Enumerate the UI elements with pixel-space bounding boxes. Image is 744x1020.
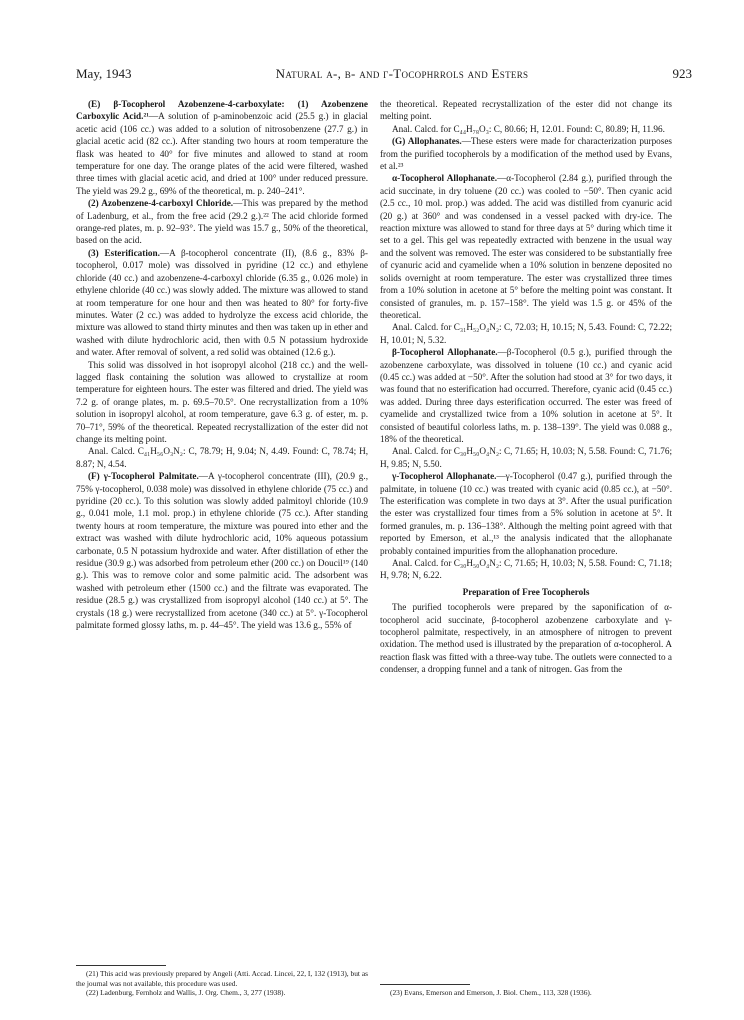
- analysis-line: Anal. Calcd. for C₃₀H₅₀O₄N₂: C, 71.65; H, 10.03; N, 5.58. Found: C, 71.76; H, 9.85; N, 5.50.: [380, 446, 672, 469]
- paragraph-continued: the theoretical. Repeated recrystallization of the ester did not change its melting point.: [380, 99, 672, 122]
- paragraph-text: —γ-Tocopherol (0.47 g.), purified through the palmitate, in toluene (10 cc.) was treated with cyanic acid (0.85 cc.), at −50°. The esterification was complete in two days at 3°. After the usual purification the ester was crystallized four times from a 5% solution in acetone at 5°. It formed granules, m. p. 136–138°. Although the melting point agreed with that reported by Emerson, et al.,¹³ the analysis indicated that the allophanate probably contained impurities from the allophanation procedure.: [380, 471, 672, 556]
- paragraph-text: —This was prepared by the method of Ladenburg, et al., from the free acid (29.2 g.).²² The acid chloride formed orange-red plates, m. p. 92–93°. The yield was 15.7 g., 50% of the theoretical, based on the acid.: [76, 198, 368, 246]
- left-column: [76, 98, 368, 998]
- analysis-line: Anal. Calcd. for C₃₁H₅₂O₄N₂: C, 72.03; H, 10.15; N, 5.43. Found: C, 72.22; H, 10.01; N, 5.32.: [380, 322, 672, 345]
- paragraph-text: —A solution of p-aminobenzoic acid (25.5 g.) in glacial acetic acid (106 cc.) was added to a solution of nitrosobenzene (27.7 g.) in glacial acetic acid (82 cc.). After standing two hours at room temperature the flask was heated to 40° for five minutes and allowed to stand at room temperature for one day. The orange plates of the acid were filtered, washed three times with glacial acetic acid, and dried at 100° under reduced pressure. The yield was 29.2 g., 69% of the theoretical, m. p. 240–241°.: [76, 111, 368, 196]
- analysis-line: Anal. Calcd. C₄₁H₅₆O₃N₂: C, 78.79; H, 9.04; N, 4.49. Found: C, 78.74; H, 8.87; N, 4.54.: [76, 446, 368, 469]
- header-title: Natural α-, β- and γ-Tocophrrols and Esters: [275, 66, 529, 81]
- right-column: [380, 98, 672, 998]
- paragraph-alpha-allophanate: [380, 172, 672, 321]
- paragraph-text: —A γ-tocopherol concentrate (III), (20.9 g., 75% γ-tocopherol, 0.038 mole) was dissolved in ethylene chloride (75 cc.) and pyridine (20 cc.). To this solution was slowly added palmitoyl chloride (10.9 g., 0.041 mole, 1.1 mol. prop.) in ethylene chloride (75 cc.). After standing twenty hours at room temperature, the mixture was poured into ether and the extract was washed with dilute hydrochloric acid, 10% aqueous potassium carbonate, 0.5 N potassium hydroxide and water. After distillation of ether the residue (30.9 g.) was adsorbed from petroleum ether (200 cc.) on Doucil¹⁹ (140 g.). This was to remove color and some palmitic acid. The adsorbent was washed with petroleum ether (1500 cc.) and the filtrate was evaporated. The residue (28.5 g.) was crystallized from isopropyl alcohol (140 cc.) at 5°. The crystals (18 g.) were recrystallized from acetone (340 cc.) at 5°. γ-Tocopherol palmitate formed glossy laths, m. p. 44–45°. The yield was 13.6 g., 55% of: [76, 471, 368, 631]
- paragraph-heading: (2) Azobenzene-4-carboxyl Chloride.: [88, 198, 234, 209]
- footnote-rule: [76, 965, 166, 966]
- paragraph-heading: α-Tocopherol Allophanate.: [392, 173, 498, 184]
- footnote-23: (23) Evans, Emerson and Emerson, J. Biol. Chem., 113, 328 (1936).: [390, 988, 592, 998]
- paragraph-esterification: [76, 247, 368, 359]
- paragraph-heading: (G) Allophanates.: [392, 136, 462, 147]
- paragraph-gamma-allophanate: [380, 470, 672, 557]
- paragraph-text: —α-Tocopherol (2.84 g.), purified through the acid succinate, in dry toluene (20 cc.) was cooled to −50°. Then cyanic acid (2.5 cc., 10 mol. prop.) was added. The acid was distilled from cyanuric acid (20 g.) at 360° and was condensed in a vessel packed with dry-ice. The reaction mixture was allowed to stand for three days at 5° during which time it set to a gel. This gel was repeatedly extracted with benzene in the usual way and the solvent was removed. The ester was considered to be substantially free of cyanuric acid and cyamelide when a 10% solution in benzene deposited no solids overnight at room temperature. The ester was crystallized three times from a 10% solution in acetone at 5° before the melting point was constant. It consisted of granules, m. p. 157–158°. The yield was 1.5 g. or 45% of the theoretical.: [380, 173, 672, 320]
- paragraph-text: —These esters were made for characterization purposes from the purified tocopherols by a modification of the method used by Evans, et al.²³: [380, 136, 672, 172]
- paragraph-beta-allophanate: [380, 346, 672, 445]
- footnote-21: (21) This acid was previously prepared by Angeli (Atti. Accad. Lincei, 22, I, 132 (1913), but as the journal was not available, this procedure was used.: [76, 969, 368, 988]
- analysis-line: Anal. Calcd. for C₄₄H₇₈O₃: C, 80.66; H, 12.01. Found: C, 80.89; H, 11.96.: [392, 123, 665, 134]
- paragraph-heading: (E) β-Tocopherol Azobenzene-4-carboxylate: (1) Azobenzene Carboxylic Acid.²¹: [76, 99, 368, 122]
- paragraph-text: —A β-tocopherol concentrate (II), (8.6 g., 83% β-tocopherol, 0.017 mole) was dissolved in pyridine (12 cc.) and ethylene chloride (40 cc.) and azobenzene-4-carboxyl chloride (6.35 g., 0.026 mole) in ethylene chloride (40 cc.) was slowly added. The mixture was allowed to stand at room temperature for one hour and then was heated to 80° for forty-five minutes. Water (2 cc.) was added to hydrolyze the excess acid chloride, the mixture was allowed to stand thirty minutes and then was taken up in ether and washed with dilute hydrochloric acid, then with 0.5 N potassium hydroxide and water. After removal of solvent, a red solid was obtained (12.6 g.).: [76, 247, 368, 358]
- paragraph-crystallization: This solid was dissolved in hot isopropyl alcohol (218 cc.) and the well-lagged flask containing the solution was allowed to crystallize at room temperature for eighteen hours. The ester was filtered and dried. The yield was 7.2 g. of orange plates, m. p. 69.5–70.5°. One recrystallization from a 10% solution in isopropyl alcohol, at room temperature, gave 6.3 g. of ester, m. p. 70–71°, 59% of the theoretical. Repeated recrystallization of the ester did not change its melting point.: [76, 359, 368, 444]
- paragraph-heading: γ-Tocopherol Allophanate.: [392, 471, 497, 482]
- paragraph-heading: β-Tocopherol Allophanate.: [392, 347, 498, 358]
- footnotes-left: [76, 960, 368, 998]
- section-heading: Preparation of Free Tocopherols: [462, 586, 590, 597]
- analysis-line: Anal. Calcd. for C₃₀H₅₀O₄N₂: C, 71.65; H, 10.03; N, 5.58. Found: C, 71.18; H, 9.78; N, 6.22.: [380, 558, 672, 581]
- paragraph-free-tocopherols: The purified tocopherols were prepared by the saponification of α-tocopherol acid succinate, β-tocopherol azobenzene carboxylate and γ-tocopherol palmitate, respectively, in an atmosphere of nitrogen to prevent oxidation. The method used is illustrated by the preparation of α-tocopherol. A reaction flask was fitted with a three-way tube. The outlets were connected to a condenser, a dropping funnel and a tank of nitrogen. Gas from the: [380, 602, 672, 675]
- paragraph-gamma-palmitate: [76, 470, 368, 631]
- paragraph-heading: (F) γ-Tocopherol Palmitate.: [88, 471, 199, 482]
- page-number: 923: [672, 66, 692, 81]
- paragraph-acid-chloride: [76, 197, 368, 247]
- paragraph-text: —β-Tocopherol (0.5 g.), purified through the azobenzene carboxylate, was dissolved in toluene (10 cc.) and cyanic acid (0.45 cc.) was added at −50°. After the solution had stood at 3° for two days, it was found that no esterification had occurred. Therefore, cyanic acid (0.45 cc.) was added. During three days esterification occurred. The ester was freed of cyamelide and crystallized twice from a 10% solution in acetone at 5°. It consisted of beautiful colorless laths, m. p. 138–139°. The yield was 0.088 g., 18% of the theoretical.: [380, 347, 672, 444]
- footnote-22: (22) Ladenburg, Fernholz and Wallis, J. Org. Chem., 3, 277 (1938).: [86, 988, 286, 998]
- paragraph-azobenzene-acid: [76, 98, 368, 197]
- running-header: [76, 66, 692, 84]
- footnote-rule: [380, 984, 470, 985]
- footnotes-right: [380, 979, 672, 998]
- paragraph-allophanates: [380, 135, 672, 172]
- paragraph-heading: (3) Esterification.: [88, 247, 160, 258]
- header-date: May, 1943: [76, 66, 132, 81]
